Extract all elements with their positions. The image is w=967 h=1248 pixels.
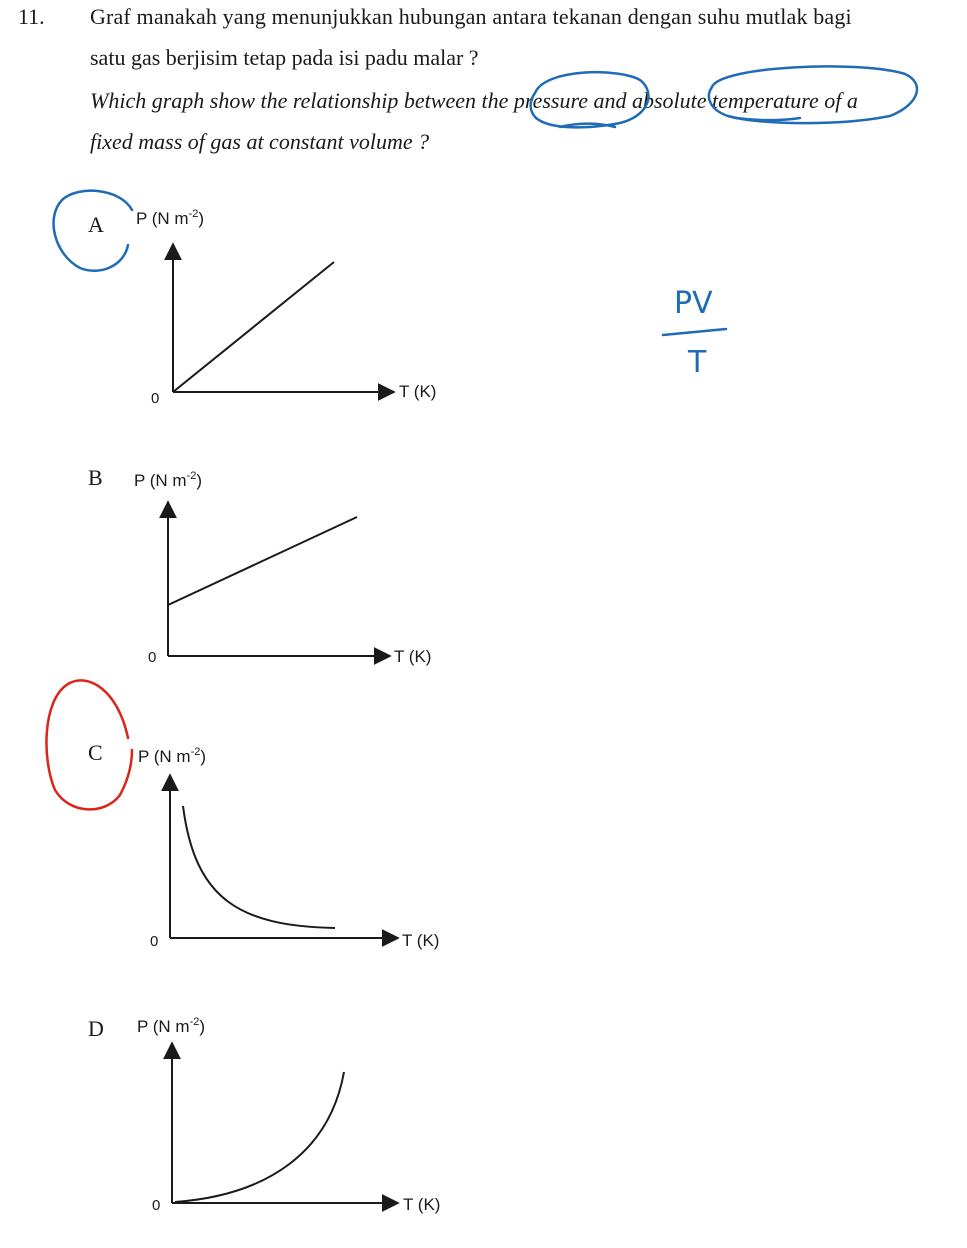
option-letter-b[interactable]: B (88, 465, 103, 490)
option-c-circle-mark (46, 680, 132, 809)
graph-d (137, 1016, 440, 1214)
graph-b-curve (168, 517, 357, 605)
graph-a-curve (173, 262, 334, 392)
graph-b-y-axis-label: P (N $m^{-2}$) (134, 470, 203, 490)
question-text-malay-line-2: satu gas berjisim tetap pada isi padu malar ? (90, 45, 479, 70)
graph-a (136, 208, 436, 407)
option-letter-a[interactable]: A (88, 212, 104, 237)
graph-c-x-axis-label: T (K) (402, 931, 440, 950)
graph-c-curve (183, 806, 335, 928)
temperature-circle-mark (709, 66, 917, 123)
graph-a-origin-label: 0 (151, 390, 160, 407)
fraction-bar-mark (663, 329, 726, 335)
question-text-english-line-1: Which graph show the relationship between the pressure and absolute temperature of a (90, 88, 858, 113)
temperature-underline-mark (736, 118, 800, 120)
question-number: 11. (18, 4, 45, 29)
graph-c-origin-label: 0 (150, 933, 159, 950)
graph-d-y-axis-label: P (N $m^{-2}$) (137, 1016, 206, 1036)
pv-handwriting-text: PV (674, 286, 713, 321)
graph-d-curve (175, 1072, 344, 1202)
graph-a-x-axis-label: T (K) (399, 382, 437, 401)
graph-c-y-axis-label: P (N $m^{-2}$) (138, 746, 207, 766)
graph-d-x-axis-label: T (K) (403, 1195, 441, 1214)
pressure-circle-mark (531, 72, 649, 127)
option-a-circle-mark (54, 191, 132, 271)
graph-b (134, 470, 431, 666)
question-text-english-line-2: fixed mass of gas at constant volume ? (90, 129, 430, 154)
graph-a-y-axis-label: P (N $m^{-2}$) (136, 208, 205, 228)
t-handwriting-text: T (688, 345, 707, 380)
graph-d-origin-label: 0 (152, 1197, 161, 1214)
graph-b-x-axis-label: T (K) (394, 647, 432, 666)
option-letter-c[interactable]: C (88, 740, 103, 765)
option-letter-d[interactable]: D (88, 1016, 104, 1041)
question-text-malay-line-1: Graf manakah yang menunjukkan hubungan antara tekanan dengan suhu mutlak bagi (90, 4, 852, 29)
graph-c (138, 746, 439, 950)
graph-b-origin-label: 0 (148, 649, 157, 666)
